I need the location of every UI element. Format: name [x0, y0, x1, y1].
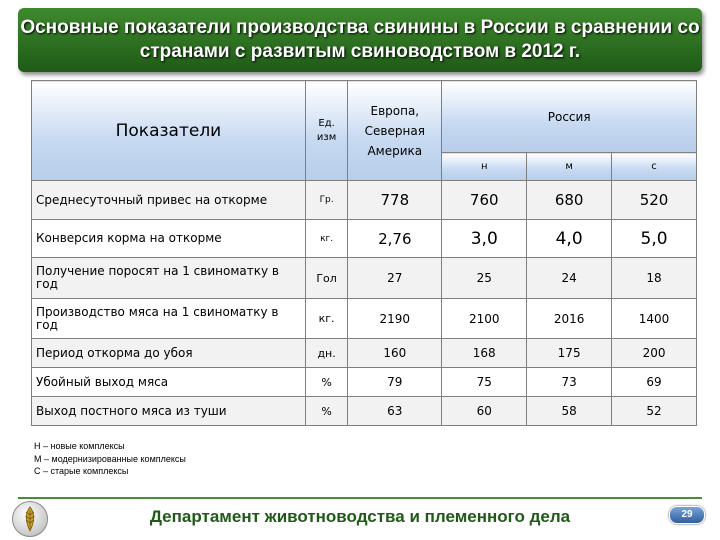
header-russia-new: н — [442, 153, 527, 181]
note-old: С – старые комплексы — [34, 466, 129, 476]
header-indicator: Показатели — [32, 81, 306, 181]
value-russia-modern: 680 — [527, 181, 612, 220]
row-unit: дн. — [305, 339, 347, 368]
row-unit: % — [305, 368, 347, 397]
row-unit: кг. — [305, 299, 347, 339]
value-russia-new: 760 — [442, 181, 527, 220]
row-label: Убойный выход мяса — [32, 368, 306, 397]
value-russia-old: 18 — [612, 258, 697, 299]
value-russia-new: 75 — [442, 368, 527, 397]
value-europe: 778 — [348, 181, 442, 220]
table-row — [32, 258, 697, 299]
slide-title: Основные показатели производства свинины в России в сравнении со странами с развитым свиноводством в 2012 г. — [20, 17, 700, 62]
value-russia-modern: 4,0 — [527, 220, 612, 258]
value-russia-modern: 73 — [527, 368, 612, 397]
table-row — [32, 299, 697, 339]
header-russia-old: с — [612, 153, 697, 181]
table-row — [32, 220, 697, 258]
header-unit: Ед. изм — [305, 81, 347, 181]
value-russia-old: 52 — [612, 397, 697, 426]
note-modern: М – модернизированные комплексы — [34, 453, 186, 464]
value-russia-modern: 58 — [527, 397, 612, 426]
table-row — [32, 397, 697, 426]
legend-notes — [34, 440, 186, 478]
row-label: Конверсия корма на откорме — [32, 220, 306, 258]
row-label: Среднесуточный привес на откорме — [32, 181, 306, 220]
value-russia-modern: 175 — [527, 339, 612, 368]
page-number-badge: 29 — [669, 506, 705, 524]
value-europe: 2190 — [348, 299, 442, 339]
value-russia-old: 200 — [612, 339, 697, 368]
value-russia-new: 60 — [442, 397, 527, 426]
row-unit: % — [305, 397, 347, 426]
table-row — [32, 339, 697, 368]
value-russia-new: 2100 — [442, 299, 527, 339]
value-russia-modern: 2016 — [527, 299, 612, 339]
slide-title-banner — [18, 8, 702, 72]
table-row — [32, 181, 697, 220]
value-russia-new: 25 — [442, 258, 527, 299]
value-russia-old: 69 — [612, 368, 697, 397]
value-russia-modern: 24 — [527, 258, 612, 299]
row-label: Период откорма до убоя — [32, 339, 306, 368]
value-europe: 63 — [348, 397, 442, 426]
row-unit: Гр. — [305, 181, 347, 220]
value-europe: 27 — [348, 258, 442, 299]
indicators-table — [31, 80, 697, 426]
value-russia-old: 520 — [612, 181, 697, 220]
value-russia-old: 5,0 — [612, 220, 697, 258]
value-russia-old: 1400 — [612, 299, 697, 339]
header-europe: Европа, Северная Америка — [348, 81, 442, 181]
footer-department: Департамент животноводства и племенного дела — [149, 507, 571, 526]
value-russia-new: 168 — [442, 339, 527, 368]
table-row — [32, 368, 697, 397]
table-header-row — [32, 81, 697, 153]
row-label: Выход постного мяса из туши — [32, 397, 306, 426]
row-label: Получение поросят на 1 свиноматку в год — [32, 258, 306, 299]
note-new: Н – новые комплексы — [34, 441, 125, 451]
row-unit: кг. — [305, 220, 347, 258]
header-russia: Россия — [442, 81, 697, 153]
footer-divider — [18, 497, 702, 499]
row-unit: Гол — [305, 258, 347, 299]
value-russia-new: 3,0 — [442, 220, 527, 258]
value-europe: 2,76 — [348, 220, 442, 258]
row-label: Производство мяса на 1 свиноматку в год — [32, 299, 306, 339]
value-europe: 160 — [348, 339, 442, 368]
value-europe: 79 — [348, 368, 442, 397]
header-russia-modern: м — [527, 153, 612, 181]
